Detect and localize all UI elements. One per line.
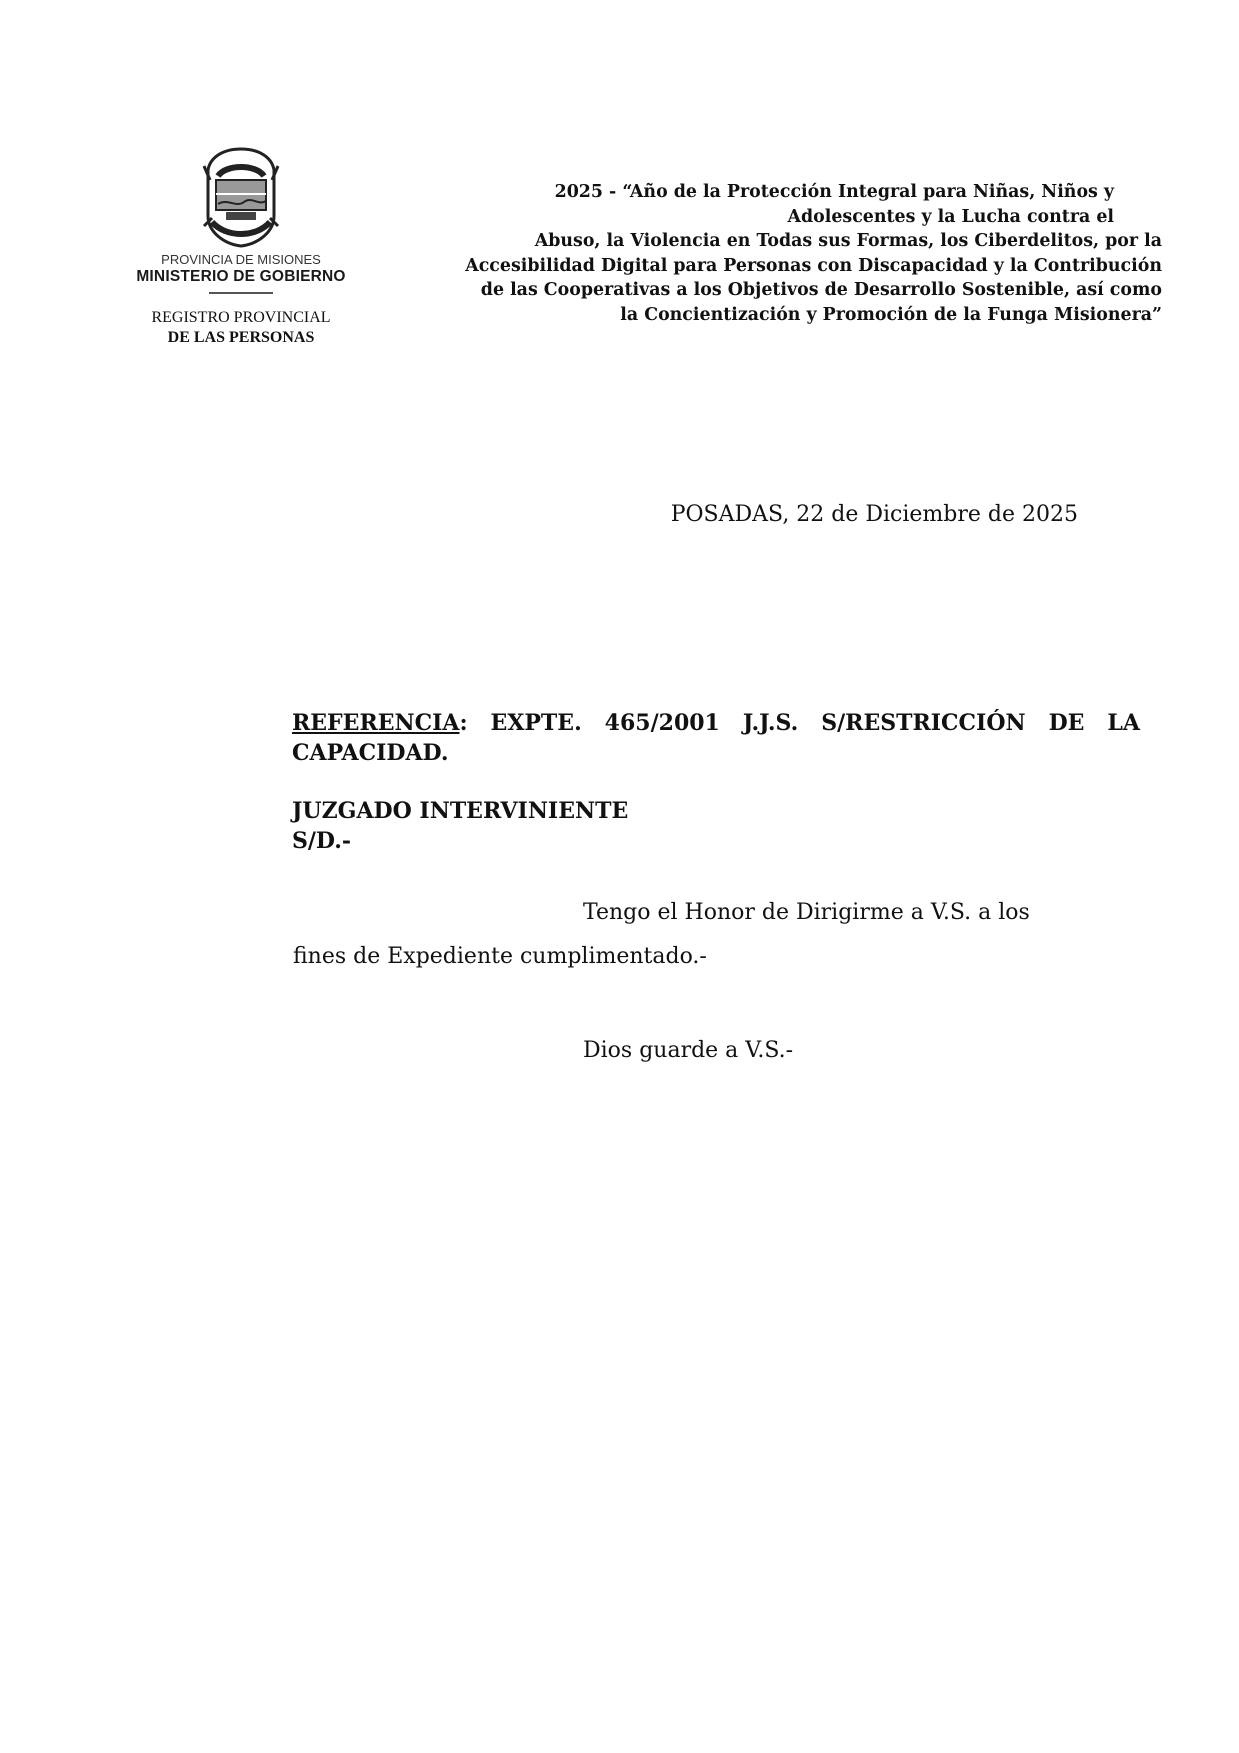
addressee-sd: S/D.- bbox=[292, 828, 352, 854]
provincia-de-misiones-seal-icon bbox=[196, 146, 286, 248]
motto-line-2: Adolescentes y la Lucha contra el bbox=[787, 206, 1114, 227]
reference-label-group: REFERENCIA: bbox=[292, 710, 468, 736]
registro-line-1: REGISTRO PROVINCIAL bbox=[151, 309, 331, 326]
reference-line-1 bbox=[292, 708, 1140, 738]
logo-divider bbox=[209, 292, 273, 294]
reference-word: 465/2001 bbox=[604, 710, 720, 736]
reference-label: REFERENCIA bbox=[292, 710, 460, 736]
motto-line-3: Abuso, la Violencia en Todas sus Formas, los Ciberdelitos, por la bbox=[534, 231, 1162, 251]
motto-line-6: la Concientización y Promoción de la Funga Misionera” bbox=[620, 304, 1162, 325]
body-line-2: fines de Expediente cumplimentado.- bbox=[293, 944, 707, 969]
reference-word: S/RESTRICCIÓN bbox=[821, 710, 1026, 736]
logo-province-text: PROVINCIA DE MISIONES bbox=[161, 252, 321, 267]
reference-word: EXPTE. bbox=[490, 710, 582, 736]
motto-line-4: Accesibilidad Digital para Personas con Discapacidad y la Contribución bbox=[465, 255, 1162, 276]
reference-word: DE bbox=[1048, 710, 1085, 736]
addressee-court: JUZGADO INTERVINIENTE bbox=[292, 798, 629, 824]
registro-line-2: DE LAS PERSONAS bbox=[167, 329, 315, 346]
year-motto bbox=[372, 180, 1162, 327]
reference-line-2: CAPACIDAD. bbox=[292, 740, 449, 766]
body-line-1: Tengo el Honor de Dirigirme a V.S. a los bbox=[583, 900, 1030, 925]
closing-salutation: Dios guarde a V.S.- bbox=[583, 1038, 794, 1063]
reference-word: LA bbox=[1107, 710, 1140, 736]
ministry-logo bbox=[118, 146, 364, 294]
motto-line-5: de las Cooperativas a los Objetivos de Desarrollo Sostenible, así como bbox=[480, 280, 1162, 300]
registro-label bbox=[118, 308, 364, 348]
addressee-block bbox=[292, 796, 628, 856]
reference-block bbox=[292, 708, 1140, 768]
logo-ministry-text: MINISTERIO DE GOBIERNO bbox=[136, 268, 346, 285]
motto-line-1: 2025 - “Año de la Protección Integral para Niñas, Niños y bbox=[554, 182, 1114, 202]
document-date: POSADAS, 22 de Diciembre de 2025 bbox=[670, 502, 1078, 527]
reference-word: J.J.S. bbox=[742, 710, 799, 736]
